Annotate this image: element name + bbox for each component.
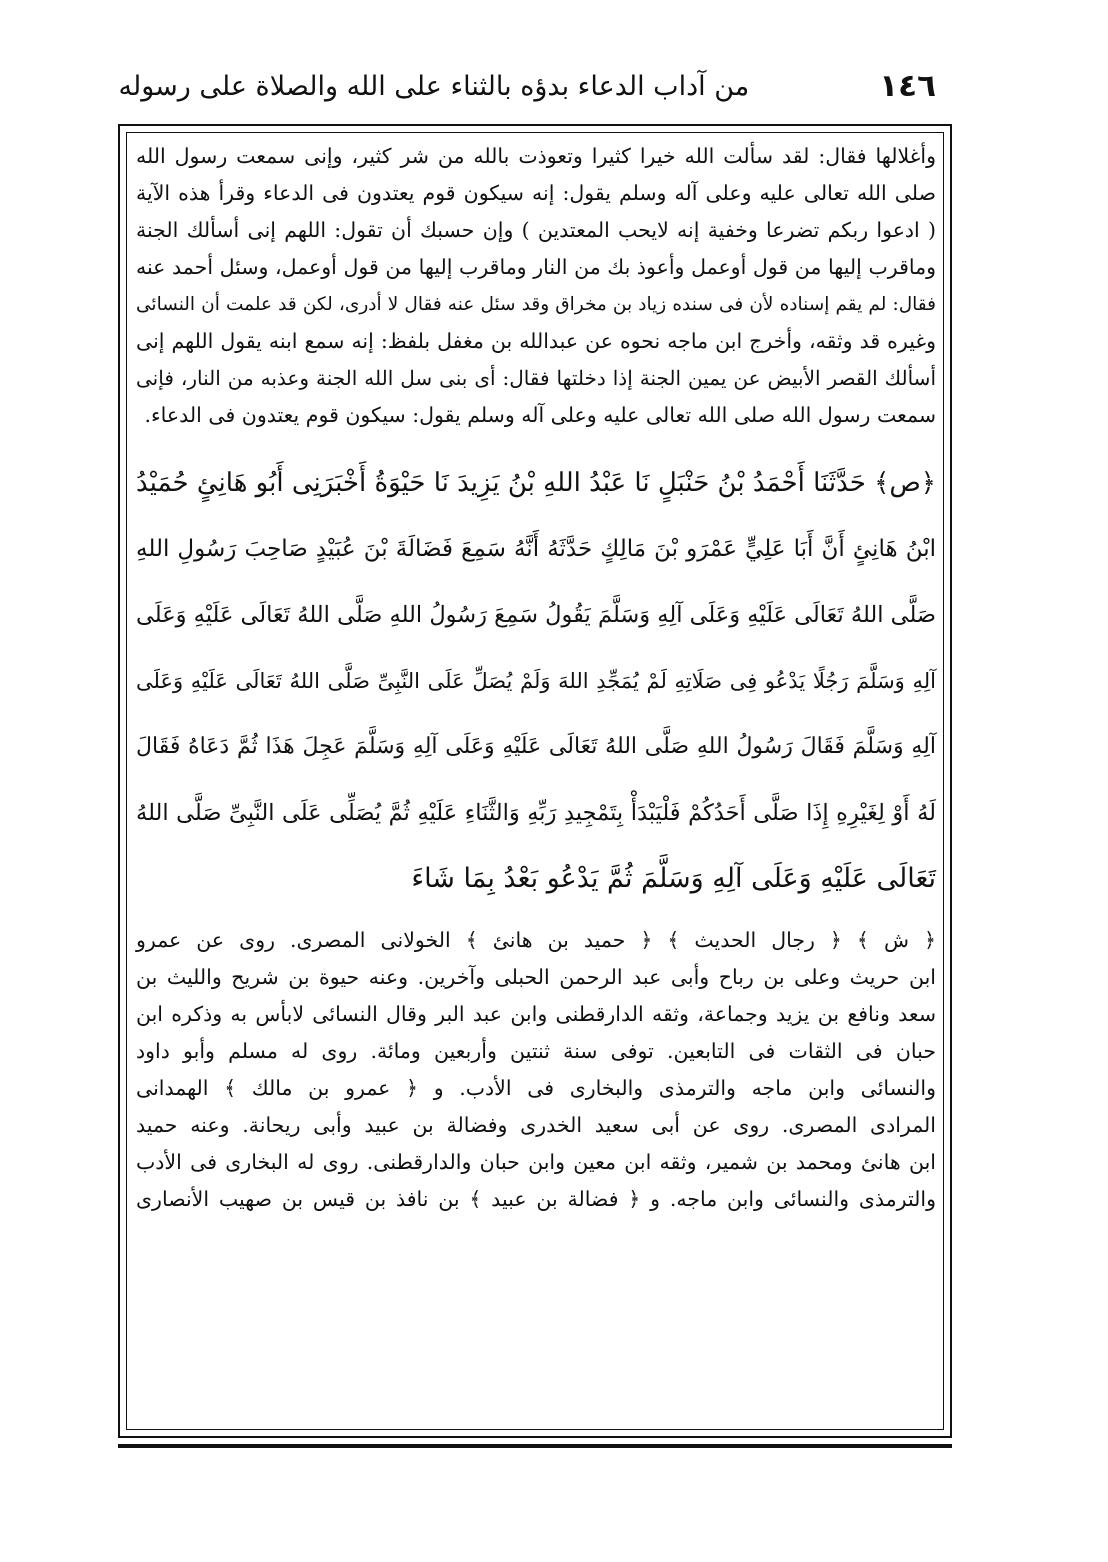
text-line: سمعت رسول الله صلى الله تعالى عليه وعلى آله وسلم يقول: سيكون قوم يعتدون فى الدعاء. bbox=[144, 403, 936, 427]
text-line: وغيره قد وثقه، وأخرج ابن ماجه نحوه عن عبدالله بن مغفل بلفظ: إنه سمع ابنه يقول اللهم إنى bbox=[136, 329, 936, 353]
text-line: صلى الله تعالى عليه وعلى آله وسلم يقول: إنه سيكون قوم يعتدون فى الدعاء وقرأ هذه الآية bbox=[136, 181, 936, 205]
running-header bbox=[118, 64, 940, 108]
hadith-text bbox=[136, 450, 936, 912]
commentary-line: والنسائى وابن ماجه والترمذى والبخارى فى الأدب. و ﴿ عمرو بن مالك ﴾ الهمدانى bbox=[136, 1076, 936, 1100]
running-title: من آداب الدعاء بدؤه بالثناء على الله والصلاة على رسوله bbox=[118, 70, 750, 102]
commentary-line: ابن حريث وعلى بن رباح وأبى عبد الرحمن الحبلى وآخرين. وعنه حيوة بن شريح والليث بن bbox=[136, 965, 936, 989]
hadith-line: ابْنُ هَانِئٍ أَنَّ أَبَا عَلِيٍّ عَمْرَو بْنَ مَالِكٍ حَدَّثَهُ أَنَّهُ سَمِعَ فَضَالَةَ بْنَ عُبَيْدٍ صَاحِبَ رَسُولِ اللهِ bbox=[136, 536, 936, 562]
text-line: وأغلالها فقال: لقد سألت الله خيرا كثيرا وتعوذت بالله من شر كثير، وإنى سمعت رسول الله bbox=[136, 144, 936, 168]
commentary-text bbox=[136, 922, 936, 1218]
hadith-line: آلِهِ وَسَلَّمَ فَقَالَ رَسُولُ اللهِ صَلَّى اللهُ تَعَالَى عَلَيْهِ وَعَلَى آلِهِ وَسَلَّمَ عَجِلَ هَذَا ثُمَّ دَعَاهُ فَقَالَ bbox=[136, 734, 936, 759]
page-content bbox=[136, 138, 936, 1218]
commentary-line: ابن هانئ ومحمد بن شمير، وثقه ابن معين وابن حبان والدارقطنى. روى له البخارى فى الأدب bbox=[136, 1150, 936, 1174]
text-line: أسألك القصر الأبيض عن يمين الجنة إذا دخلتها فقال: أى بنى سل الله الجنة وعذبه من النار، فإنى bbox=[136, 366, 936, 390]
previous-commentary-paragraph bbox=[136, 138, 936, 434]
commentary-line: والترمذى والنسائى وابن ماجه. و ﴿ فضالة بن عبيد ﴾ بن نافذ بن قيس بن صهيب الأنصارى bbox=[136, 1187, 936, 1211]
bottom-rule bbox=[118, 1444, 952, 1448]
hadith-line: صَلَّى اللهُ تَعَالَى عَلَيْهِ وَعَلَى آلِهِ وَسَلَّمَ يَقُولُ سَمِعَ رَسُولُ اللهِ صَلَّى اللهُ تَعَالَى عَلَيْهِ وَعَلَى bbox=[136, 602, 936, 628]
commentary-line: المرادى المصرى. روى عن أبى سعيد الخدرى وفضالة بن عبيد وأبى ريحانة. وعنه حميد bbox=[136, 1113, 936, 1137]
commentary-line: حبان فى الثقات فى التابعين. توفى سنة ثنتين وأربعين ومائة. روى له مسلم وأبو داود bbox=[136, 1039, 936, 1063]
hadith-line: آلِهِ وَسَلَّمَ رَجُلًا يَدْعُو فِى صَلَاتِهِ لَمْ يُمَجِّدِ اللهَ وَلَمْ يُصَلِّ عَلَى النَّبِىِّ صَلَّى اللهُ تَعَالَى عَلَيْهِ وَعَلَى bbox=[136, 669, 936, 693]
commentary-line: سعد ونافع بن يزيد وجماعة، وثقه الدارقطنى وابن عبد البر وقال النسائى لابأس به وذكره ابن bbox=[136, 1002, 936, 1026]
text-line: فقال: لم يقم إسناده لأن فى سنده زياد بن مخراق وقد سئل عنه فقال لا أدرى، لكن قد علمت أن النسائى bbox=[136, 294, 936, 315]
text-line: وماقرب إليها من قول أوعمل وأعوذ بك من النار وماقرب إليها من قول أوعمل، وسئل أحمد عنه bbox=[136, 255, 936, 279]
page-number: ١٤٦ bbox=[879, 68, 936, 104]
text-line: ( ادعوا ربكم تضرعا وخفية إنه لايحب المعتدين ) وإن حسبك أن تقول: اللهم إنى أسألك الجنة bbox=[136, 218, 936, 242]
commentary-line: ﴿ ش ﴾ ﴿ رجال الحديث ﴾ ﴿ حميد بن هانئ ﴾ الخولانى المصرى. روى عن عمرو bbox=[136, 928, 936, 952]
hadith-line: ﴿ص﴾ حَدَّثَنَا أَحْمَدُ بْنُ حَنْبَلٍ نَا عَبْدُ اللهِ بْنُ يَزِيدَ نَا حَيْوَةُ أَخْبَرَنِى أَبُو هَانِئٍ حُمَيْدُ bbox=[136, 468, 936, 498]
hadith-line: لَهُ أَوْ لِغَيْرِهِ إِذَا صَلَّى أَحَدُكُمْ فَلْيَبْدَأْ بِتَمْجِيدِ رَبِّهِ وَالثَّنَاءِ عَلَيْهِ ثُمَّ يُصَلِّى عَلَى النَّبِىِّ صَلَّى اللهُ bbox=[136, 800, 936, 826]
hadith-line: تَعَالَى عَلَيْهِ وَعَلَى آلِهِ وَسَلَّمَ ثُمَّ يَدْعُو بَعْدُ بِمَا شَاءَ bbox=[411, 863, 936, 894]
